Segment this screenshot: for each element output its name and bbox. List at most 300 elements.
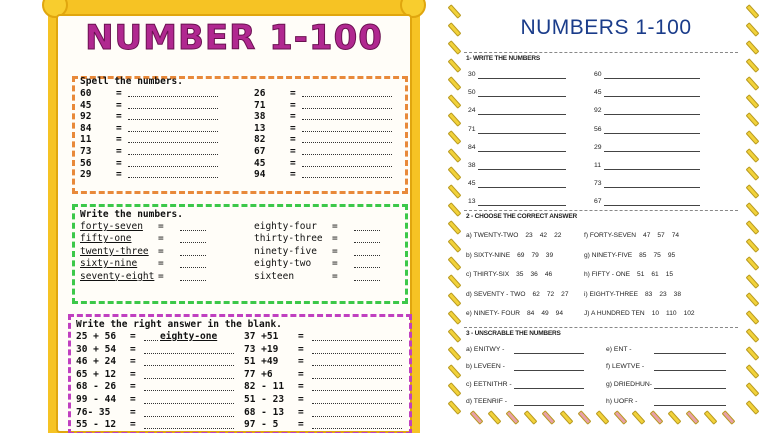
answer-blank[interactable] bbox=[128, 154, 218, 155]
pencil-icon bbox=[746, 328, 760, 342]
number-value: 84 bbox=[80, 122, 92, 134]
number-value: 50 bbox=[468, 89, 476, 97]
spell-row bbox=[254, 123, 404, 135]
equals-sign: = bbox=[116, 169, 122, 181]
answer-blank[interactable] bbox=[302, 166, 392, 167]
choice-label: f) FORTY-SEVEN bbox=[584, 232, 637, 239]
number-value: 45 bbox=[594, 89, 602, 97]
choice-option[interactable]: 42 bbox=[539, 232, 548, 239]
number-value: 26 bbox=[254, 88, 266, 99]
pencil-icon bbox=[632, 410, 646, 424]
answer-blank[interactable] bbox=[128, 96, 218, 97]
choice-label: d) SEVENTY - TWO bbox=[466, 290, 526, 298]
answer-line[interactable] bbox=[654, 370, 726, 371]
number-value: 56 bbox=[80, 157, 92, 169]
math-expression: 68 - 13 bbox=[244, 406, 285, 418]
answer-blank[interactable] bbox=[354, 280, 380, 281]
choice-label: J) A HUNDRED TEN bbox=[584, 310, 645, 318]
number-word: forty-seven bbox=[80, 221, 143, 232]
choice-option[interactable]: 79 bbox=[531, 251, 539, 259]
pencil-icon bbox=[448, 58, 462, 72]
equals-sign: = bbox=[116, 99, 122, 111]
number-value: 60 bbox=[594, 71, 602, 78]
equals-sign: = bbox=[130, 368, 136, 380]
right-worksheet bbox=[444, 0, 768, 433]
number-value: 67 bbox=[254, 145, 266, 157]
choice-item bbox=[584, 252, 675, 259]
choice-label: c) THIRTY-SIX bbox=[466, 271, 510, 279]
choice-option[interactable]: 10 bbox=[651, 310, 660, 318]
equals-sign: = bbox=[130, 393, 136, 405]
math-expression: 76- 35 bbox=[76, 406, 111, 418]
pencil-icon bbox=[746, 364, 760, 378]
answer-line[interactable] bbox=[604, 96, 700, 97]
answer-line[interactable] bbox=[478, 114, 566, 115]
answer-blank[interactable] bbox=[144, 365, 234, 366]
answer-line[interactable] bbox=[478, 169, 566, 170]
number-word: sixty-nine bbox=[80, 258, 138, 270]
pencil-icon bbox=[448, 328, 462, 342]
pencil-icon bbox=[668, 410, 682, 424]
number-value: 45 bbox=[80, 99, 92, 111]
equals-sign: = bbox=[298, 356, 304, 368]
sum-row bbox=[244, 356, 414, 369]
choice-option[interactable]: 83 bbox=[644, 290, 653, 298]
choice-option[interactable]: 49 bbox=[541, 310, 549, 318]
equals-sign: = bbox=[130, 419, 136, 431]
equals-sign: = bbox=[332, 270, 338, 282]
math-expression: 30 + 54 bbox=[76, 343, 117, 355]
choice-option[interactable]: 35 bbox=[516, 271, 524, 279]
equals-sign: = bbox=[130, 356, 136, 368]
number-value: 13 bbox=[468, 198, 476, 206]
math-expression: 73 +19 bbox=[244, 343, 279, 355]
spell-row bbox=[254, 88, 404, 100]
answer-blank[interactable] bbox=[144, 353, 234, 354]
pencil-icon bbox=[746, 220, 760, 234]
pencil-icon bbox=[448, 310, 462, 324]
choice-label: e) NINETY- FOUR bbox=[466, 310, 520, 318]
equals-sign: = bbox=[290, 157, 296, 169]
answer-line[interactable] bbox=[604, 151, 700, 152]
equals-sign: = bbox=[290, 111, 296, 123]
number-value: 60 bbox=[80, 88, 92, 99]
pencil-icon bbox=[448, 166, 462, 180]
write-numbers-heading: Write the numbers. bbox=[80, 209, 183, 220]
equals-sign: = bbox=[158, 245, 164, 257]
answer-line[interactable] bbox=[604, 114, 700, 115]
sum-row bbox=[76, 394, 246, 407]
choice-option[interactable]: 72 bbox=[546, 290, 555, 298]
answer-blank[interactable] bbox=[144, 428, 234, 429]
equals-sign: = bbox=[332, 221, 338, 232]
answer-line[interactable] bbox=[478, 133, 566, 134]
section-divider bbox=[464, 210, 738, 211]
answer-blank bbox=[144, 340, 158, 341]
answer-blank[interactable] bbox=[128, 108, 218, 109]
sum-row bbox=[76, 369, 246, 382]
answer-line[interactable] bbox=[654, 388, 726, 389]
choice-option[interactable]: 38 bbox=[673, 290, 682, 298]
answer-blank[interactable] bbox=[302, 154, 392, 155]
answer-blank[interactable] bbox=[128, 166, 218, 167]
number-value: 29 bbox=[594, 143, 602, 151]
pencil-icon bbox=[506, 410, 520, 424]
spell-row bbox=[254, 146, 404, 158]
number-value: 71 bbox=[254, 99, 266, 111]
answer-blank[interactable] bbox=[180, 242, 206, 243]
choice-option[interactable]: 110 bbox=[666, 310, 677, 318]
math-expression: 51 +49 bbox=[244, 356, 279, 368]
pencil-icon bbox=[448, 274, 462, 288]
choice-item bbox=[466, 291, 569, 298]
pencil-icon bbox=[746, 238, 760, 252]
unscramble-heading: 3 - UNSCRABLE THE NUMBERS bbox=[466, 330, 561, 337]
equals-sign: = bbox=[290, 88, 296, 99]
choice-option[interactable]: 57 bbox=[657, 232, 665, 239]
answer-blank[interactable] bbox=[302, 108, 392, 109]
math-expression: 97 - 5 bbox=[244, 419, 279, 431]
pencil-icon bbox=[448, 112, 462, 126]
scrambled-word: g) DRIEDHUN- bbox=[606, 380, 653, 388]
pencil-icon bbox=[614, 410, 628, 424]
answer-blank[interactable] bbox=[312, 403, 402, 404]
spell-row bbox=[80, 158, 230, 170]
answer-line[interactable] bbox=[478, 187, 566, 188]
spell-row bbox=[254, 169, 404, 181]
choice-option[interactable]: 47 bbox=[643, 232, 651, 239]
spell-row bbox=[80, 111, 230, 123]
equals-sign: = bbox=[298, 393, 304, 405]
choice-item bbox=[466, 232, 561, 239]
math-expression: 65 + 12 bbox=[76, 368, 117, 380]
pencil-icon bbox=[448, 238, 462, 252]
spell-numbers-heading: Spell the numbers. bbox=[80, 76, 183, 87]
answer-blank[interactable] bbox=[180, 280, 206, 281]
answer-blank[interactable] bbox=[144, 390, 234, 391]
section-divider bbox=[464, 327, 738, 328]
sum-row bbox=[244, 331, 414, 344]
write-numbers-col1 bbox=[80, 221, 220, 283]
choice-option[interactable]: 27 bbox=[561, 290, 569, 298]
pencil-icon bbox=[542, 410, 556, 424]
equals-sign: = bbox=[290, 145, 296, 157]
math-expression: 37 +51 bbox=[244, 331, 279, 342]
answer-blank[interactable] bbox=[144, 378, 234, 379]
answer-blank[interactable] bbox=[128, 131, 218, 132]
choice-option[interactable]: 95 bbox=[667, 251, 676, 259]
answer-blank[interactable] bbox=[144, 403, 234, 404]
example-answer: eighty-one bbox=[160, 331, 218, 342]
pencil-icon bbox=[746, 400, 760, 414]
choice-label: h) FIFTY - ONE bbox=[584, 271, 631, 279]
write-row bbox=[80, 233, 220, 245]
math-expression: 46 + 24 bbox=[76, 356, 117, 368]
write-numbers-heading-right: 1- WRITE THE NUMBERS bbox=[466, 55, 541, 62]
answer-line[interactable] bbox=[514, 353, 584, 354]
answer-line[interactable] bbox=[604, 78, 700, 79]
sum-row bbox=[244, 369, 414, 382]
equals-sign: = bbox=[158, 270, 164, 282]
equals-sign: = bbox=[298, 381, 304, 393]
number-value: 82 bbox=[254, 134, 266, 146]
answer-blank[interactable] bbox=[302, 131, 392, 132]
answer-blank[interactable] bbox=[312, 416, 402, 417]
pencil-icon bbox=[746, 274, 760, 288]
answer-line[interactable] bbox=[514, 388, 584, 389]
answer-line[interactable] bbox=[514, 370, 584, 371]
choice-option[interactable]: 46 bbox=[544, 271, 553, 279]
choice-option[interactable]: 39 bbox=[545, 251, 554, 259]
number-word: thirty-three bbox=[254, 233, 323, 245]
answer-blank[interactable] bbox=[144, 416, 234, 417]
number-value: 92 bbox=[80, 111, 92, 123]
number-value: 29 bbox=[80, 169, 92, 181]
pencil-icon bbox=[746, 256, 760, 270]
sum-row bbox=[76, 331, 246, 344]
write-numbers-col2 bbox=[254, 221, 394, 283]
answer-line[interactable] bbox=[654, 405, 726, 406]
pencil-icon bbox=[596, 410, 610, 424]
pencil-icon bbox=[746, 310, 760, 324]
pencil-icon bbox=[524, 410, 538, 424]
choice-label: a) TWENTY-TWO bbox=[466, 232, 519, 239]
spell-row bbox=[80, 169, 230, 181]
pencil-icon bbox=[746, 292, 760, 306]
spell-row bbox=[254, 158, 404, 170]
choice-option[interactable]: 74 bbox=[671, 232, 680, 239]
equals-sign: = bbox=[290, 99, 296, 111]
answer-blank[interactable] bbox=[128, 142, 218, 143]
answer-line[interactable] bbox=[604, 205, 700, 206]
pencil-icon bbox=[746, 130, 760, 144]
pencil-icon bbox=[746, 148, 760, 162]
choice-option[interactable]: 36 bbox=[530, 271, 538, 279]
choice-option[interactable]: 62 bbox=[532, 290, 540, 298]
number-value: 71 bbox=[468, 125, 476, 133]
pencil-icon bbox=[722, 410, 736, 424]
answer-blank[interactable] bbox=[312, 353, 402, 354]
number-value: 38 bbox=[468, 162, 476, 169]
pencil-icon bbox=[470, 410, 484, 424]
section-divider bbox=[464, 52, 738, 53]
choice-option[interactable]: 23 bbox=[525, 232, 533, 239]
sum-row bbox=[76, 344, 246, 357]
sum-row bbox=[244, 407, 414, 420]
spell-row bbox=[80, 146, 230, 158]
pencil-icon bbox=[448, 76, 462, 90]
answer-blank[interactable] bbox=[312, 390, 402, 391]
equals-sign: = bbox=[116, 111, 122, 123]
pencil-icon bbox=[746, 166, 760, 180]
right-answer-col1 bbox=[76, 331, 246, 432]
equals-sign: = bbox=[298, 406, 304, 418]
scrambled-word: f) LEWTVE - bbox=[606, 363, 645, 371]
sum-row bbox=[244, 394, 414, 407]
number-value: 84 bbox=[468, 143, 476, 151]
choice-option[interactable]: 51 bbox=[637, 271, 645, 279]
choice-item bbox=[466, 271, 552, 278]
choice-label: g) NINETY-FIVE bbox=[584, 251, 633, 259]
number-value: 45 bbox=[254, 157, 266, 169]
scrambled-word: h) UOFR - bbox=[606, 398, 638, 406]
choice-label: b) SIXTY-NINE bbox=[466, 251, 511, 259]
spell-numbers-col2 bbox=[254, 88, 404, 181]
choice-option[interactable]: 102 bbox=[683, 310, 695, 318]
pencil-icon bbox=[448, 94, 462, 108]
choice-option[interactable]: 85 bbox=[639, 251, 647, 259]
answer-blank[interactable] bbox=[302, 96, 392, 97]
equals-sign: = bbox=[332, 245, 338, 257]
scrambled-word: e) ENT - bbox=[606, 346, 632, 353]
choice-item bbox=[466, 310, 563, 317]
answer-blank[interactable] bbox=[312, 340, 402, 341]
math-expression: 68 - 26 bbox=[76, 381, 117, 393]
equals-sign: = bbox=[298, 419, 304, 431]
answer-line[interactable] bbox=[604, 169, 700, 170]
answer-blank[interactable] bbox=[128, 177, 218, 178]
sum-row bbox=[76, 356, 246, 369]
answer-blank[interactable] bbox=[354, 230, 380, 231]
write-row bbox=[254, 246, 394, 258]
answer-blank[interactable] bbox=[312, 428, 402, 429]
sum-row bbox=[76, 381, 246, 394]
left-worksheet-title: NUMBER 1-100 bbox=[85, 18, 383, 58]
scrambled-word: b) LEVEEN - bbox=[466, 363, 505, 371]
math-expression: 25 + 56 bbox=[76, 331, 117, 342]
answer-blank[interactable] bbox=[354, 255, 380, 256]
choose-answer-heading: 2 - CHOOSE THE CORRECT ANSWER bbox=[466, 213, 577, 220]
pencil-icon bbox=[448, 400, 462, 414]
math-expression: 55 - 12 bbox=[76, 419, 117, 431]
answer-blank[interactable] bbox=[180, 230, 206, 231]
equals-sign: = bbox=[116, 122, 122, 134]
equals-sign: = bbox=[130, 343, 136, 355]
answer-blank[interactable] bbox=[354, 242, 380, 243]
number-word: eighty-two bbox=[254, 258, 312, 270]
equals-sign: = bbox=[298, 343, 304, 355]
equals-sign: = bbox=[130, 406, 136, 418]
number-value: 45 bbox=[468, 180, 476, 188]
pencil-icon bbox=[686, 410, 700, 424]
answer-line[interactable] bbox=[514, 405, 584, 406]
number-value: 56 bbox=[594, 125, 602, 133]
equals-sign: = bbox=[130, 381, 136, 393]
scrambled-word: d) TEENRIF - bbox=[466, 398, 508, 406]
choice-item bbox=[584, 232, 679, 239]
pencil-icon bbox=[448, 364, 462, 378]
left-worksheet-page bbox=[56, 14, 412, 433]
answer-line[interactable] bbox=[478, 78, 566, 79]
pencil-icon bbox=[746, 382, 760, 396]
choice-option[interactable]: 23 bbox=[659, 290, 667, 298]
number-value: 73 bbox=[594, 180, 602, 188]
equals-sign: = bbox=[116, 145, 122, 157]
answer-line[interactable] bbox=[604, 133, 700, 134]
answer-blank[interactable] bbox=[302, 119, 392, 120]
choice-option[interactable]: 84 bbox=[526, 310, 535, 318]
choice-item bbox=[584, 310, 695, 317]
choice-option[interactable]: 61 bbox=[651, 271, 659, 279]
answer-blank[interactable] bbox=[180, 255, 206, 256]
equals-sign: = bbox=[332, 258, 338, 270]
pencil-icon bbox=[746, 202, 760, 216]
spell-row bbox=[80, 88, 230, 100]
choice-option[interactable]: 15 bbox=[665, 271, 674, 279]
equals-sign: = bbox=[290, 169, 296, 181]
sum-row bbox=[244, 381, 414, 394]
answer-blank[interactable] bbox=[302, 142, 392, 143]
pencil-icon bbox=[704, 410, 718, 424]
answer-blank[interactable] bbox=[354, 267, 380, 268]
pencil-icon bbox=[448, 130, 462, 144]
write-row bbox=[80, 221, 220, 233]
right-answer-col2 bbox=[244, 331, 414, 432]
pencil-icon bbox=[448, 184, 462, 198]
write-row bbox=[80, 271, 220, 283]
number-value: 30 bbox=[468, 71, 476, 78]
number-word: sixteen bbox=[254, 270, 295, 282]
answer-line[interactable] bbox=[604, 187, 700, 188]
math-expression: 77 +6 bbox=[244, 368, 273, 380]
equals-sign: = bbox=[290, 122, 296, 134]
pencil-icon bbox=[448, 256, 462, 270]
equals-sign: = bbox=[290, 134, 296, 146]
answer-blank[interactable] bbox=[302, 177, 392, 178]
equals-sign: = bbox=[332, 233, 338, 245]
equals-sign: = bbox=[130, 331, 136, 342]
answer-blank[interactable] bbox=[312, 365, 402, 366]
number-value: 94 bbox=[254, 169, 266, 181]
right-answer-heading: Write the right answer in the blank. bbox=[76, 319, 282, 330]
answer-blank[interactable] bbox=[312, 378, 402, 379]
answer-blank[interactable] bbox=[128, 119, 218, 120]
choice-option[interactable]: 94 bbox=[555, 310, 564, 318]
answer-line[interactable] bbox=[478, 205, 566, 206]
choice-option[interactable]: 22 bbox=[554, 232, 562, 239]
equals-sign: = bbox=[158, 233, 164, 245]
pencil-icon bbox=[448, 202, 462, 216]
sum-row bbox=[76, 419, 246, 432]
spell-row bbox=[80, 100, 230, 112]
choice-item bbox=[466, 252, 553, 259]
number-value: 73 bbox=[80, 145, 92, 157]
pencil-icon bbox=[578, 410, 592, 424]
number-value: 38 bbox=[254, 111, 266, 123]
choice-option[interactable]: 69 bbox=[517, 251, 525, 259]
number-value: 67 bbox=[594, 198, 602, 206]
pencil-icon bbox=[746, 58, 760, 72]
answer-blank[interactable] bbox=[180, 267, 206, 268]
number-word: seventy-eight bbox=[80, 270, 155, 282]
left-worksheet bbox=[48, 0, 420, 433]
pencil-icon bbox=[448, 220, 462, 234]
spell-row bbox=[254, 111, 404, 123]
number-value: 11 bbox=[80, 134, 92, 146]
number-word: ninety-five bbox=[254, 245, 317, 257]
answer-line[interactable] bbox=[654, 353, 726, 354]
pencil-icon bbox=[448, 40, 462, 54]
choice-option[interactable]: 75 bbox=[653, 251, 661, 259]
equals-sign: = bbox=[298, 331, 304, 342]
answer-line[interactable] bbox=[478, 151, 566, 152]
pencil-icon bbox=[448, 148, 462, 162]
write-row bbox=[254, 233, 394, 245]
spell-row bbox=[254, 134, 404, 146]
spell-row bbox=[254, 100, 404, 112]
equals-sign: = bbox=[116, 157, 122, 169]
answer-line[interactable] bbox=[478, 96, 566, 97]
